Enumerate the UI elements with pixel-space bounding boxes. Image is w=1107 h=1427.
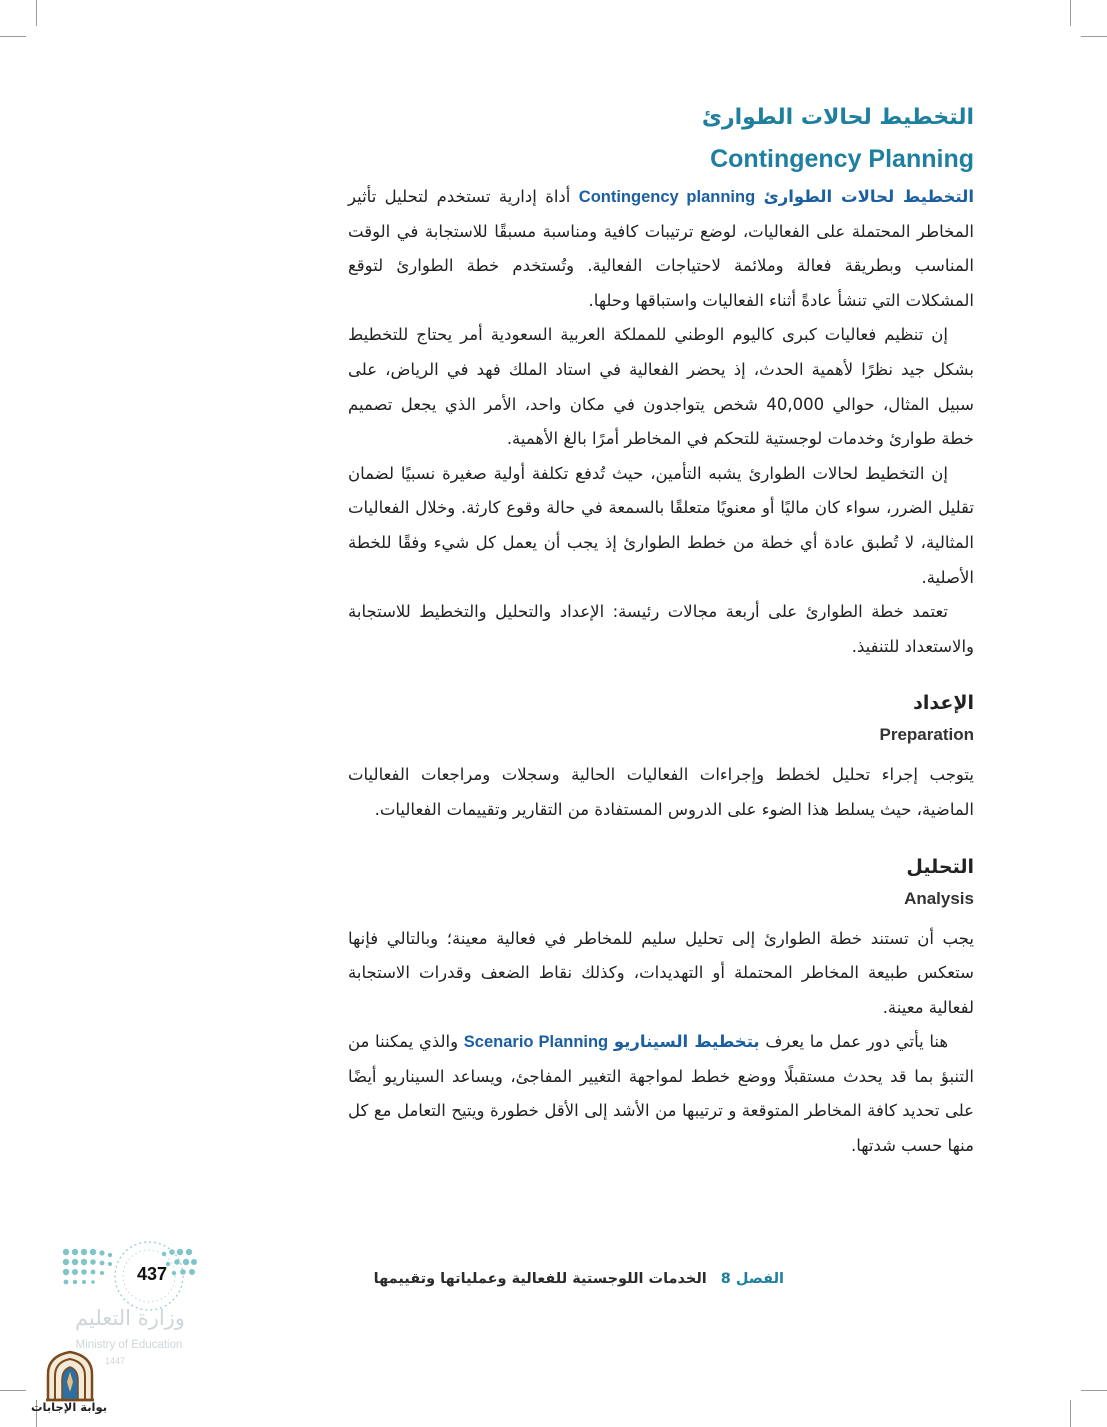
footer-chapter: الفصل 8 bbox=[720, 1271, 784, 1287]
section-title-analysis-ar: التحليل bbox=[906, 855, 974, 878]
page-footer bbox=[352, 1264, 784, 1294]
section-title-preparation-ar: الإعداد bbox=[913, 692, 974, 715]
paragraph-analysis: يجب أن تستند خطة الطوارئ إلى تحليل سليم للمخاطر في فعالية معينة؛ وبالتالي فإنها ستعكس طبيعة المخاطر المحتملة أو التهديدات، وكذلك نقاط الضعف وقدرات الاستجابة لفعالية معينة. bbox=[348, 928, 974, 1017]
scenario-text-after: والذي يمكننا من التنبؤ بما قد يحدث مستقبلًا ووضع خطط لمواجهة التغيير المفاجئ، ويساعد السيناريو أيضًا على تحديد كافة المخاطر المتوقعة و ترتيبها من الأشد إلى الأقل خطورة ويتيح التعامل مع كل منها حسب شدتها. bbox=[348, 1032, 974, 1156]
crop-mark bbox=[0, 36, 26, 37]
scenario-text-before: هنا يأتي دور عمل ما يعرف bbox=[765, 1032, 949, 1052]
term-arabic: التخطيط لحالات الطوارئ bbox=[763, 187, 975, 206]
scenario-term-english: Scenario Planning bbox=[463, 1033, 609, 1052]
ministry-name-arabic: وزارة التعليم bbox=[75, 1306, 185, 1330]
scenario-term-arabic: بتخطيط السيناريو bbox=[613, 1032, 760, 1052]
heading-arabic: التخطيط لحالات الطوارئ bbox=[701, 105, 974, 130]
crop-mark bbox=[36, 0, 37, 26]
heading-english: Contingency Planning bbox=[710, 145, 974, 173]
section-title-analysis-en: Analysis bbox=[904, 888, 974, 908]
mosque-logo-icon bbox=[44, 1348, 96, 1402]
intro-text: أداة إدارية تستخدم لتحليل تأثير المخاطر المحتملة على الفعاليات، لوضع ترتيبات كافية ومناسبة مسبقًا للاستجابة في الوقت المناسب وبطريقة فعالة وملائمة لاحتياجات الفعالية. وتُستخدم خطة الطوارئ لتوقع المشكلات التي تنشأ عادةً أثناء الفعاليات واستباقها وحلها. bbox=[348, 187, 974, 310]
paragraph-four-areas: تعتمد خطة الطوارئ على أربعة مجالات رئيسة: الإعداد والتحليل والتخطيط للاستجابة والاستعداد للتنفيذ. bbox=[348, 602, 974, 656]
page-number: 437 bbox=[136, 1264, 168, 1284]
paragraph-insurance: إن التخطيط لحالات الطوارئ يشبه التأمين، حيث تُدفع تكلفة أولية صغيرة نسبيًا لضمان تقليل الضرر، سواء كان ماليًا أو معنويًا متعلقًا بالسمعة في حالة وقوع كارثة. وخلال الفعاليات المثالية، لا تُطبق عادة أي خطة من خطط الطوارئ إذ يجب أن يعمل كل شيء وفقًا للخطة الأصلية. bbox=[348, 463, 974, 587]
paragraph-preparation: يتوجب إجراء تحليل لخطط وإجراءات الفعاليات الحالية وسجلات ومراجعات الفعاليات الماضية، حيث يسلط هذا الضوء على الدروس المستفادة من التقارير وتقييمات الفعاليات. bbox=[348, 765, 974, 819]
crop-mark bbox=[1081, 36, 1107, 37]
page-content bbox=[348, 100, 974, 1164]
intro-paragraph bbox=[348, 180, 974, 318]
crop-mark bbox=[1070, 0, 1071, 26]
paragraph-scenario bbox=[348, 1025, 974, 1163]
ministry-year: 1447 bbox=[104, 1356, 126, 1366]
ministry-name-english: Ministry of Education bbox=[75, 1339, 183, 1351]
site-label: بوابة الإجابات bbox=[30, 1400, 108, 1414]
crop-mark bbox=[1081, 1390, 1107, 1391]
term-english: Contingency planning bbox=[578, 188, 756, 206]
crop-mark bbox=[1070, 1400, 1071, 1427]
section-title-preparation-en: Preparation bbox=[879, 725, 974, 745]
footer-chapter-title: الخدمات اللوجستية للفعالية وعملياتها وتقييمها bbox=[373, 1271, 707, 1287]
paragraph-national-day: إن تنظيم فعاليات كبرى كاليوم الوطني للمملكة العربية السعودية أمر يحتاج للتخطيط بشكل جيد نظرًا لأهمية الحدث، إذ يحضر الفعالية في استاد الملك فهد في الرياض، على سبيل المثال، حوالي 40,000 شخص يتواجدون في مكان واحد، الأمر الذي يجعل تصميم خطة طوارئ وخدمات لوجستية للتحكم في المخاطر أمرًا بالغ الأهمية. bbox=[348, 325, 975, 449]
crop-mark bbox=[0, 1390, 26, 1391]
